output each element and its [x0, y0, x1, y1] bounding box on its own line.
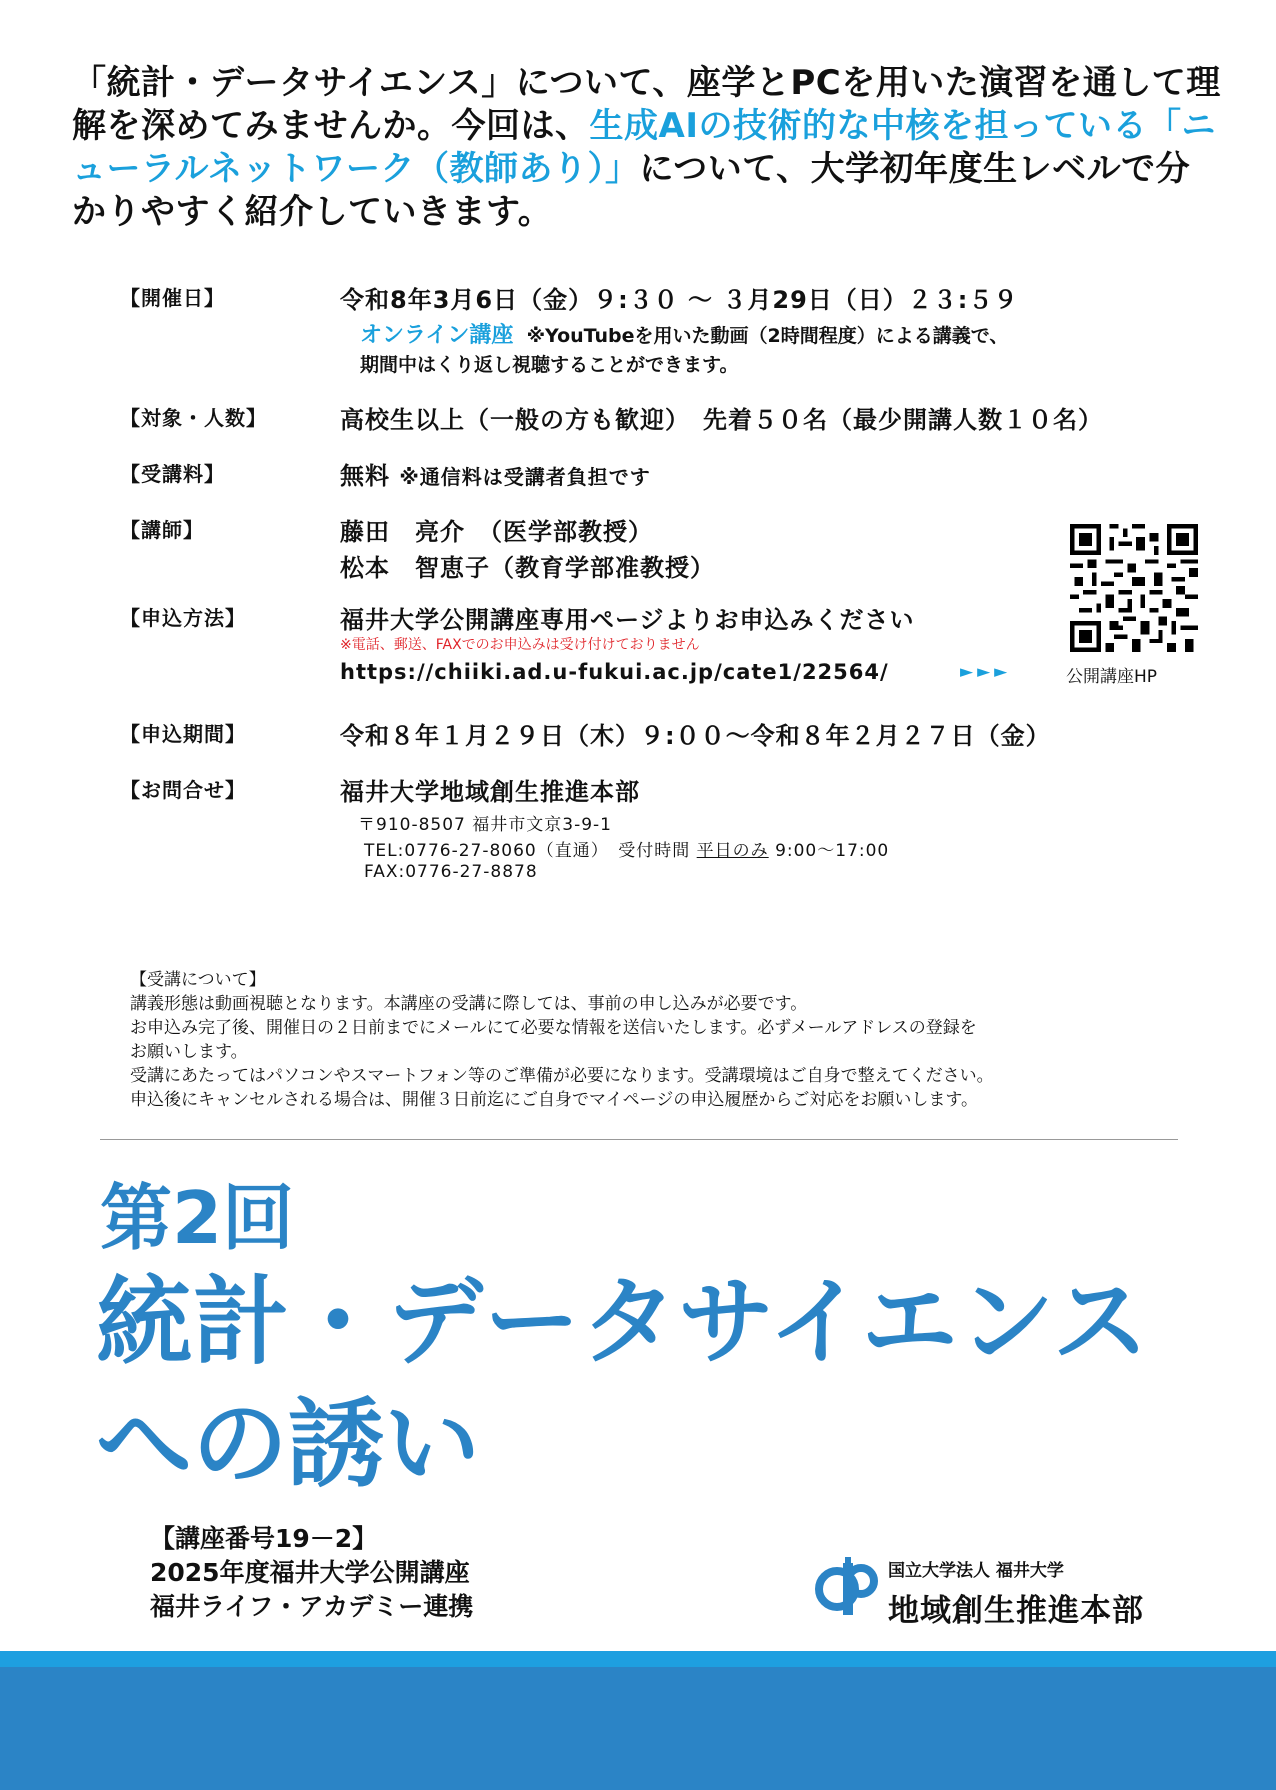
intro-text-2: について、大学初年度生レベルで分かりやすく紹介していきます。: [72, 149, 1191, 232]
lecturer-2: 松本 智恵子（教育学部准教授）: [340, 554, 715, 582]
value-apply: 福井大学公開講座専用ページよりお申込みください: [340, 606, 915, 634]
label-target: 【対象・人数】: [120, 406, 267, 430]
label-apply: 【申込方法】: [120, 606, 246, 630]
notes-line: お願いします。: [130, 1042, 248, 1062]
value-period: 令和８年１月２９日（木）９:００～令和８年２月２７日（金）: [340, 722, 1051, 750]
contact-org: 福井大学地域創生推進本部: [340, 778, 640, 806]
course-info: [150, 1522, 473, 1624]
footer-band-light: [0, 1651, 1276, 1667]
value-target: 高校生以上（一般の方も歓迎） 先着５０名（最少開講人数１０名）: [340, 406, 1103, 434]
arrows-icon: ►►►: [960, 662, 1012, 682]
contact-tel: [364, 836, 889, 861]
intro-text-1: 「統計・データサイエンス」について、座学とPCを用いた演習を通して理解を深めてみませんか。今回は、: [72, 63, 1221, 146]
notes-section: [130, 968, 1150, 1112]
title-sub: への誘い: [96, 1388, 480, 1500]
notes-line: 講義形態は動画視聴となります。本講座の受講に際しては、事前の申し込みが必要です。: [130, 994, 808, 1014]
label-lecturer: 【講師】: [120, 518, 204, 542]
notes-line: 受講にあたってはパソコンやスマートフォン等のご準備が必要になります。受講環境はご自身で整えてください。: [130, 1066, 994, 1086]
fee-note: ※通信料は受講者負担です: [399, 465, 651, 489]
lecturer-1: 藤田 亮介 （医学部教授）: [340, 518, 653, 546]
online-label: オンライン講座: [360, 323, 514, 348]
value-fee: [340, 456, 651, 491]
value-date: 令和8年3月6日（金）９:３０ ～ ３月29日（日）２３:５９: [340, 286, 1019, 314]
divider: [100, 1139, 1178, 1140]
contact-fax: FAX:0776-27-8878: [364, 862, 538, 882]
course-year: 2025年度福井大学公開講座: [150, 1558, 470, 1587]
label-fee: 【受講料】: [120, 462, 225, 486]
qr-code-icon[interactable]: [1070, 524, 1198, 652]
course-number: 【講座番号19－2】: [150, 1524, 378, 1553]
notes-line: お申込み完了後、開催日の２日前までにメールにて必要な情報を送信いたします。必ずメールアドレスの登録を: [130, 1018, 977, 1038]
org-top: 国立大学法人 福井大学: [888, 1561, 1064, 1581]
label-date: 【開催日】: [120, 286, 225, 310]
online-line: [360, 318, 1008, 349]
course-partner: 福井ライフ・アカデミー連携: [150, 1592, 474, 1621]
org-name: 地域創生推進本部: [888, 1593, 1144, 1629]
university-logo-icon: [815, 1557, 883, 1621]
title-session: 第2回: [100, 1176, 295, 1260]
qr-caption: 公開講座HP: [1066, 667, 1158, 687]
online-note-1: ※YouTubeを用いた動画（2時間程度）による講義で、: [526, 325, 1009, 347]
fee-value: 無料: [340, 462, 390, 490]
intro-paragraph: [72, 62, 1222, 234]
notes-line: 申込後にキャンセルされる場合は、開催３日前迄にご自身でマイページの申込履歴からご対応をお願いします。: [130, 1090, 978, 1110]
label-contact: 【お問合せ】: [120, 778, 246, 802]
notes-heading: 【受講について】: [130, 970, 266, 990]
intro-highlight: 生成AIの技術的な中核を担っている「ニューラルネットワーク（教師あり）」: [72, 106, 1216, 189]
weekdays-text: 平日のみ: [696, 841, 769, 861]
title-main: 統計・データサイエンス: [96, 1266, 1150, 1378]
contact-address: 〒910-8507 福井市文京3-9-1: [358, 815, 612, 835]
footer-band: [0, 1667, 1276, 1790]
apply-url[interactable]: https://chiiki.ad.u-fukui.ac.jp/cate1/22564/: [340, 660, 889, 684]
organization: [888, 1556, 1144, 1630]
hours-text: 9:00～17:00: [768, 841, 890, 861]
online-note-2: 期間中はくり返し視聴することができます。: [360, 354, 739, 376]
tel-text: TEL:0776-27-8060（直通） 受付時間: [364, 841, 691, 861]
label-period: 【申込期間】: [120, 722, 246, 746]
apply-warning: ※電話、郵送、FAXでのお申込みは受け付けておりません: [340, 637, 700, 653]
